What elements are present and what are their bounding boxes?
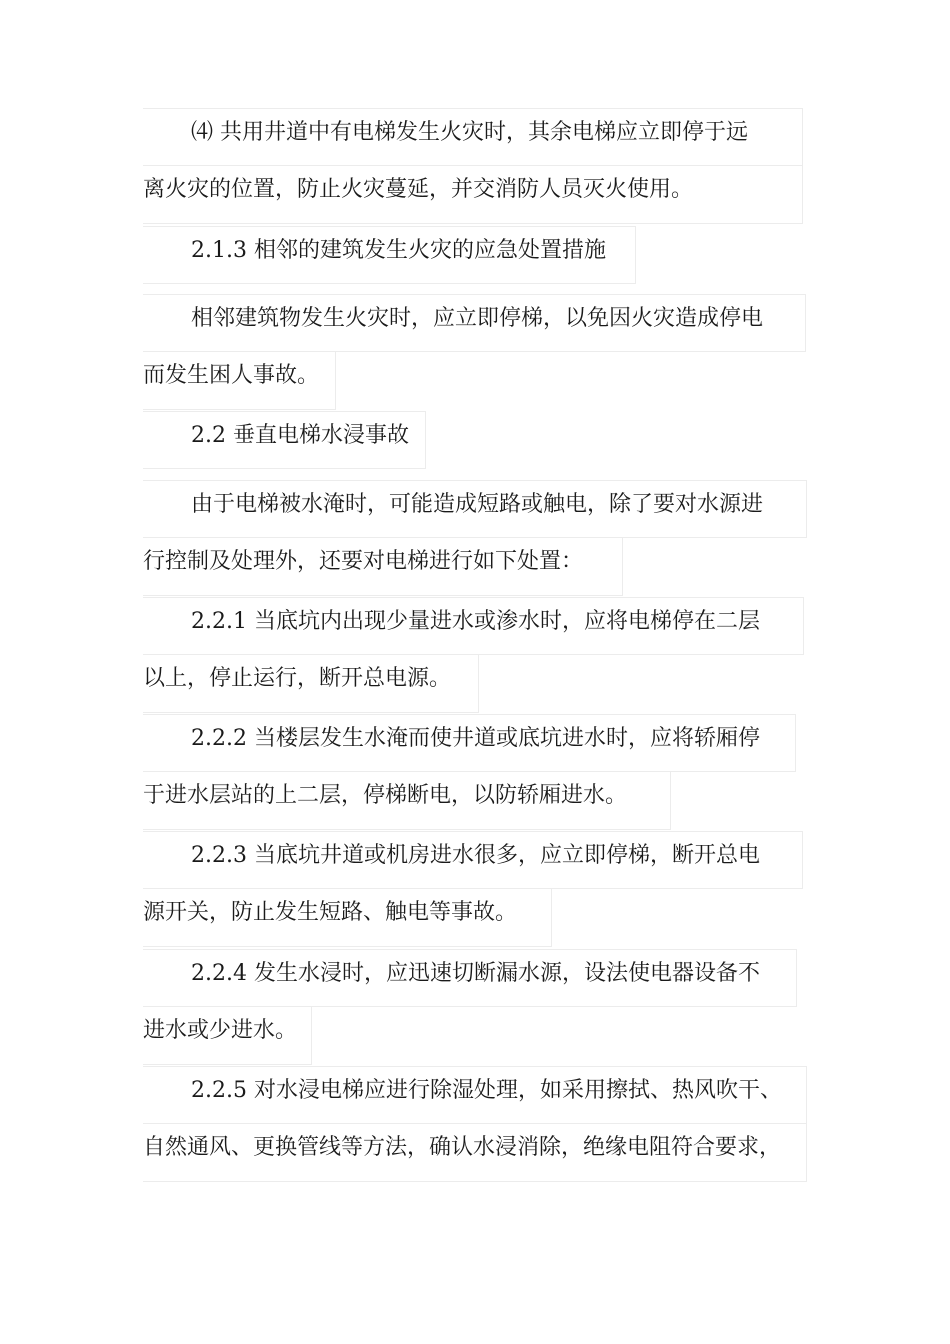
paragraph-water-intro bbox=[143, 480, 807, 596]
paragraph-line: 由于电梯被水淹时，可能造成短路或触电，除了要对水源进 bbox=[143, 480, 807, 538]
paragraph-2-2-2 bbox=[143, 714, 796, 830]
paragraph-line: 自然通风、更换管线等方法，确认水浸消除，绝缘电阻符合要求， bbox=[143, 1124, 807, 1182]
paragraph-2-2-3 bbox=[143, 831, 803, 947]
paragraph-2-2-4 bbox=[143, 949, 797, 1065]
paragraph-line: 而发生困人事故。 bbox=[143, 352, 336, 410]
heading-2-1-3 bbox=[143, 226, 636, 284]
paragraph-line: 源开关，防止发生短路、触电等事故。 bbox=[143, 889, 552, 947]
paragraph-line: 于进水层站的上二层，停梯断电，以防轿厢进水。 bbox=[143, 772, 671, 830]
paragraph-line: 相邻建筑物发生火灾时，应立即停梯，以免因火灾造成停电 bbox=[143, 294, 806, 352]
paragraph-line: 行控制及处理外，还要对电梯进行如下处置： bbox=[143, 538, 623, 596]
heading-2-2 bbox=[143, 411, 426, 469]
paragraph-line: 2.2.5 对水浸电梯应进行除湿处理，如采用擦拭、热风吹干、 bbox=[143, 1066, 807, 1124]
paragraph-line: 进水或少进水。 bbox=[143, 1007, 312, 1065]
paragraph-2-2-1 bbox=[143, 597, 804, 713]
paragraph-line: 以上，停止运行，断开总电源。 bbox=[143, 655, 479, 713]
paragraph-line: 离火灾的位置，防止火灾蔓延，并交消防人员灭火使用。 bbox=[143, 166, 803, 224]
paragraph-line: 2.2.1 当底坑内出现少量进水或渗水时，应将电梯停在二层 bbox=[143, 597, 804, 655]
paragraph-adjacent-fire bbox=[143, 294, 806, 410]
paragraph-2-2-5 bbox=[143, 1066, 807, 1182]
paragraph-line: 2.2.2 当楼层发生水淹而使井道或底坑进水时，应将轿厢停 bbox=[143, 714, 796, 772]
section-heading: 2.1.3 相邻的建筑发生火灾的应急处置措施 bbox=[143, 226, 636, 284]
paragraph-line: 2.2.3 当底坑井道或机房进水很多，应立即停梯，断开总电 bbox=[143, 831, 803, 889]
paragraph-fire-shared-shaft bbox=[143, 108, 803, 224]
paragraph-line: ⑷ 共用井道中有电梯发生火灾时，其余电梯应立即停于远 bbox=[143, 108, 803, 166]
paragraph-line: 2.2.4 发生水浸时，应迅速切断漏水源，设法使电器设备不 bbox=[143, 949, 797, 1007]
section-heading: 2.2 垂直电梯水浸事故 bbox=[143, 411, 426, 469]
